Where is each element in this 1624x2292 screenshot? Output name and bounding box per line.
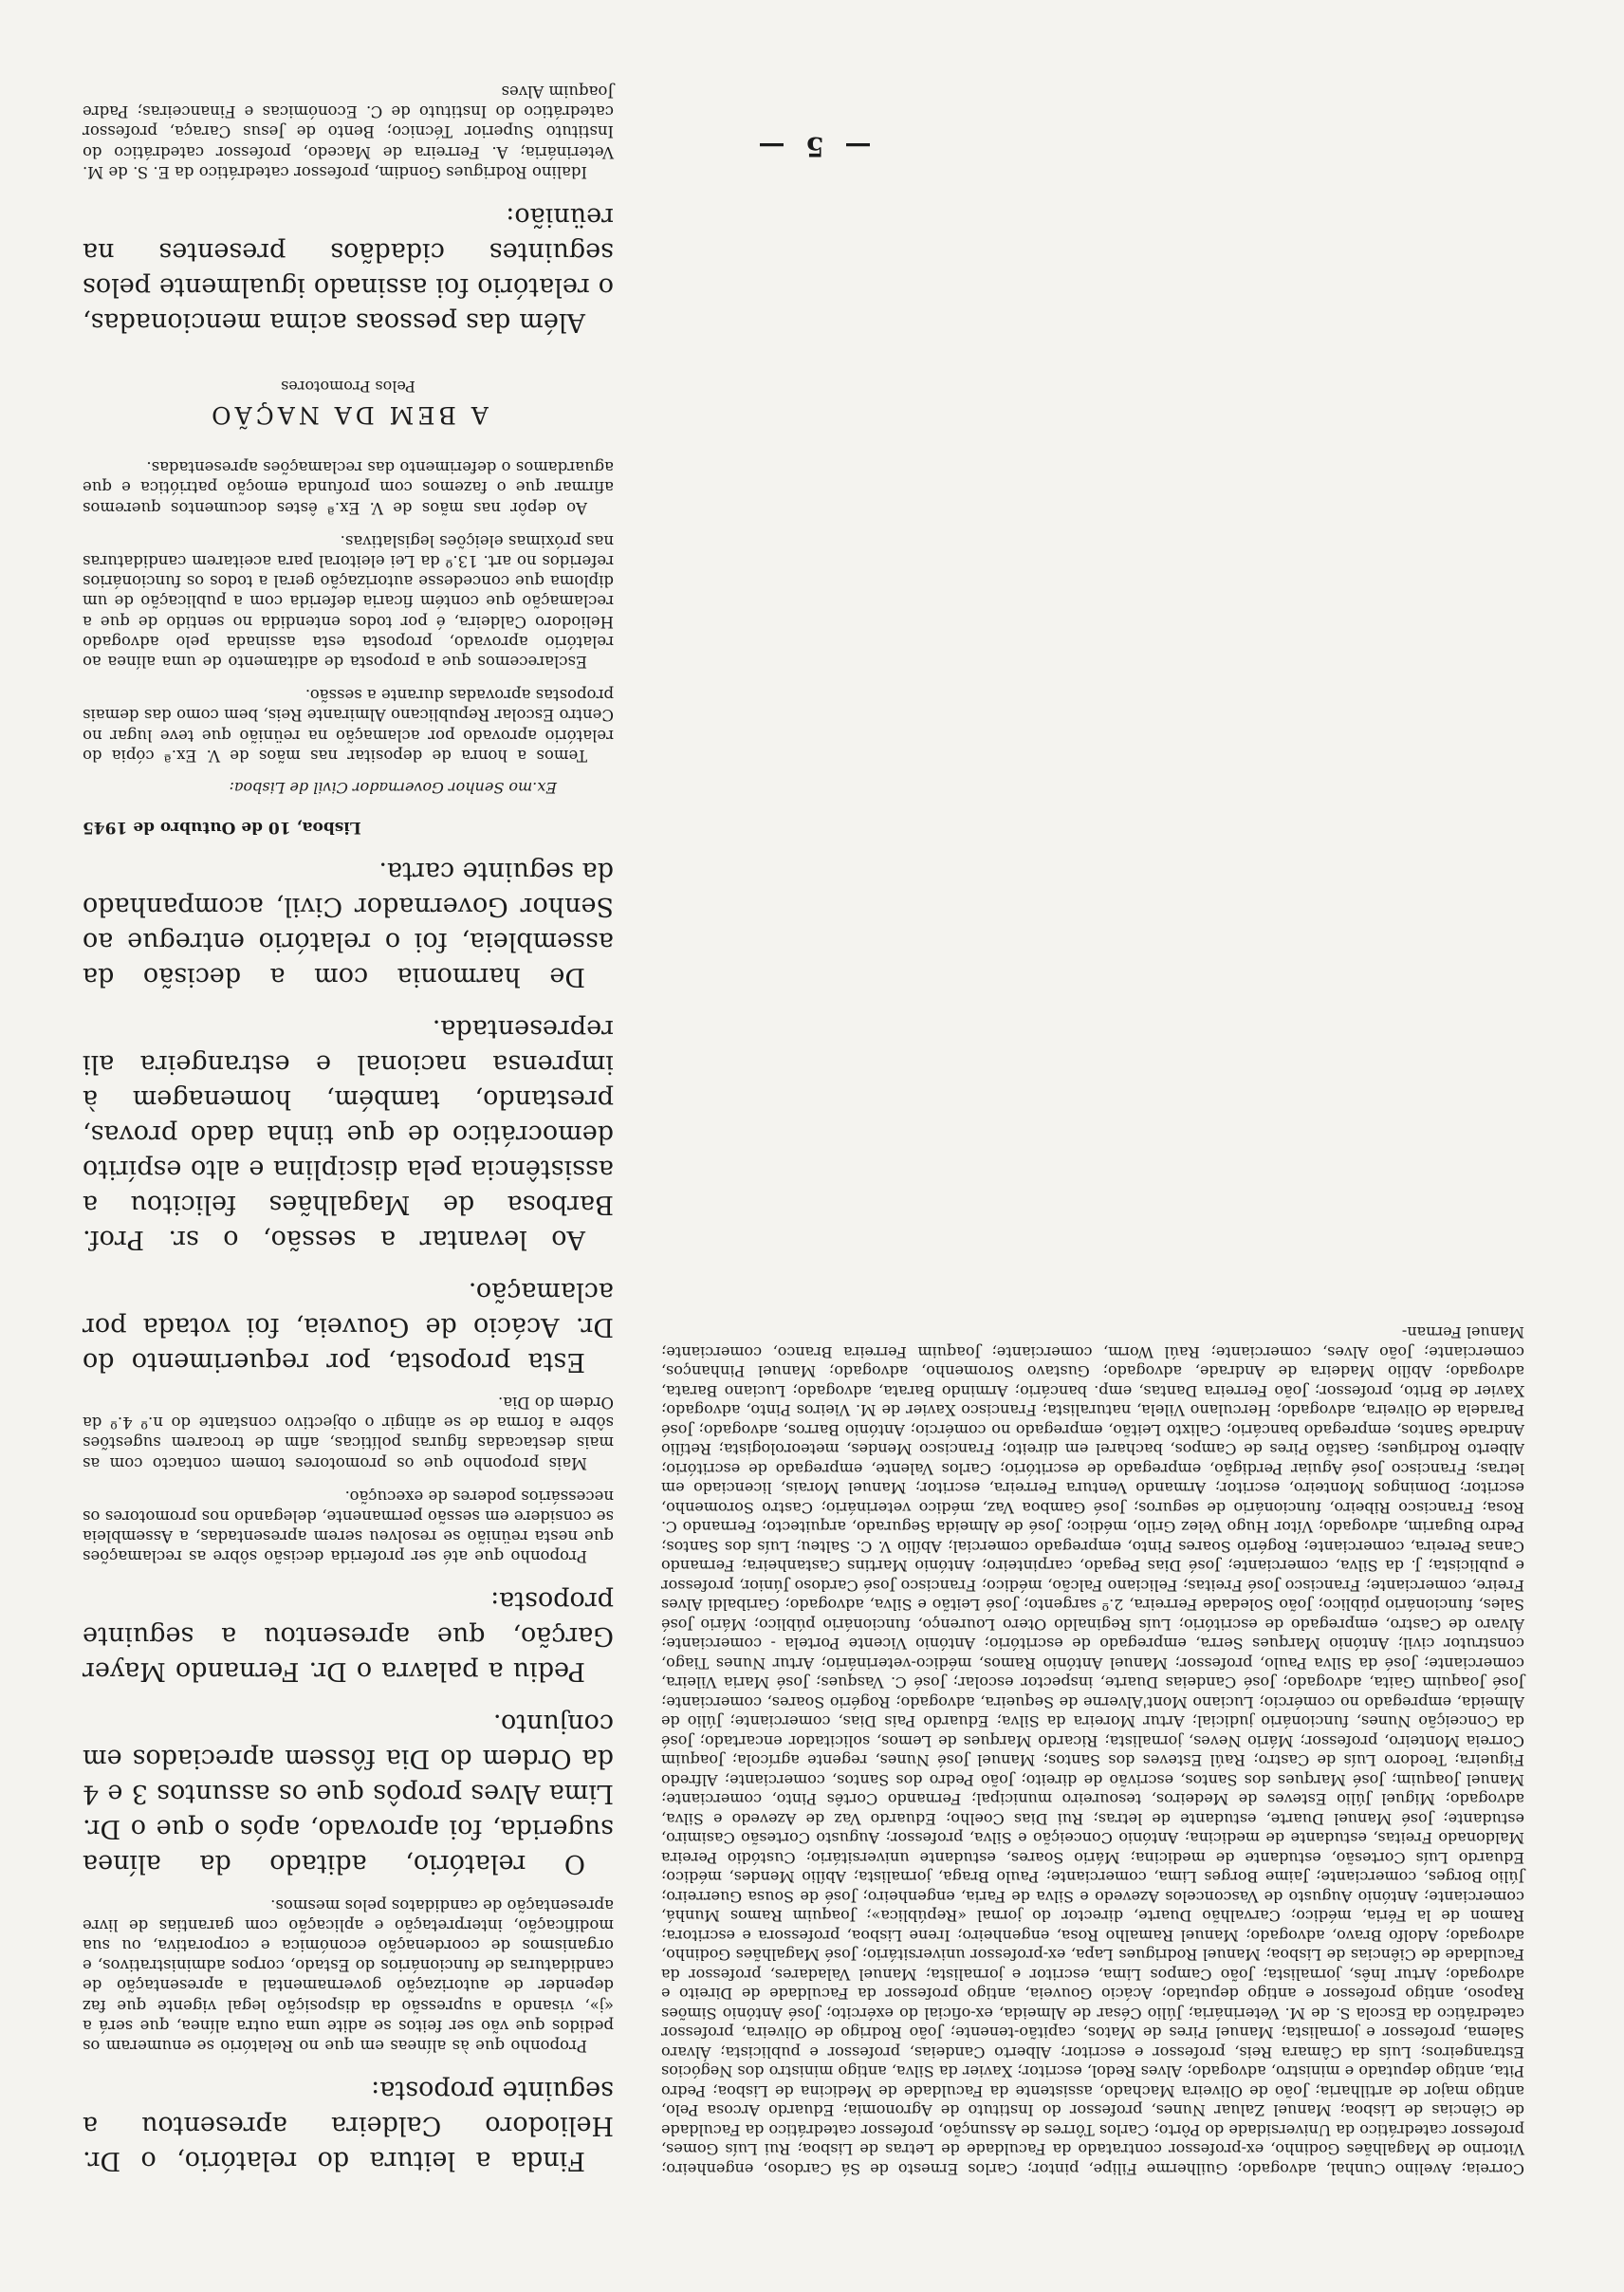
- left-column: [83, 83, 614, 2178]
- letter-paragraph: Temos a honra de depositar nas mãos de V. Ex.ª cópia do relatório aprovado por aclamação na reünião que teve lugar no Centro Escolar Republicano Almirante Reis, bem como das demais propostas aprovadas durante a sessão.: [83, 686, 614, 765]
- right-column: [661, 205, 1524, 2178]
- paragraph: De harmonia com a decisão da assembleia, foi o relatório entregue ao Senhor Governador Civil, acompanhado da seguinte carta.: [83, 856, 614, 991]
- proposal-text: Proponho que até ser proferida decisão sôbre as reclamações que nesta reünião se resolveu serem apresentadas, a Assembleia se considere em sessão permanente, delegando nos promotores os necessários poderes de execução.: [83, 1487, 614, 1566]
- page-number: — 5 —: [752, 131, 872, 162]
- paragraph: Esta proposta, por requerimento do Dr. Acácio de Gouveia, foi votada por aclamação.: [83, 1276, 614, 1377]
- proposal-text: Mais proponho que os promotores tomem contacto com as mais destacadas figuras políticas, afim de trocarem sugestões sôbre a forma de se atingir o objectivo constante do n.º 4.º da Ordem do Dia.: [83, 1393, 614, 1472]
- paragraph: Finda a leitura do relatório, o Dr. Heliodoro Caldeira apresentou a seguinte proposta:: [83, 2076, 614, 2175]
- paragraph: Ao levantar a sessão, o sr. Prof. Barbosa de Magalhães felicitou a assistência pela disciplina e alto espírito democrático de que tinha dado provas, prestando, também, homenagem à imprensa nacional e estrangeira ali representada.: [83, 1013, 614, 1254]
- paragraph: Além das pessoas acima mencionadas, o relatório foi assinado igualmente pelos seguintes cidadãos presentes na reünião:: [83, 201, 614, 337]
- letter-salutation: Ex.mo Senhor Governador Civil de Lisboa:: [229, 778, 557, 797]
- letter-paragraph: Ao depôr nas mãos de V. Ex.ª êstes documentos queremos afirmar que o fazemos com profunda emoção patriótica e que aguardamos o deferimento das reclamações apresentadas.: [83, 458, 614, 517]
- signatories-list: Correia; Avelino Cunhal, advogado; Guilherme Filipe, pintor; Carlos Ernesto de Sá Cardoso, engenheiro; Vitorino de Magalhães Godinho, ex-professor contratado da Faculdade de Letras de Lisboa; Rui Luís Gomes, professor catedrático da Universidade do Pôrto; Carlos Tôrres de Assunção, professor catedrático da Faculdade de Ciências de Lisboa; Manuel Zaluar Nunes, professor do Instituto de Agronomia; Eduardo Arcosa Pelo, antigo major de artilharia; João de Oliveira Machado, assistente da Faculdade de Medicina de Lisboa; Pedro Pita, antigo deputado e ministro, advogado; Alves Redol, escritor; Xavier da Silva, antigo ministro dos Negócios Estrangeiros; Luís da Câmara Reis, professor e escritor; Alberto Candeias, professor e publicista; Álvaro Salema, professor e jornalista; Manuel Pires de Matos, capitão-tenente; João Rodrigo de Oliveira, professor catedrático da Escola S. de M. Veterinária; Júlio César de Almeida, ex-oficial do exército; José António Simões Raposo, antigo professor e antigo deputado; Acácio Gouveia, antigo professor da Faculdade de Direito e advogado; Artur Inês, jornalista; João Campos Lima, escritor e jornalista; Manuel Valadares, professor da Faculdade de Ciências de Lisboa; Manuel Rodrigues Lapa, ex-professor universitário; José Magalhães Godinho, advogado; Adolfo Bravo, advogado; Manuel Ramalho Rosa, engenheiro; Irene Lisboa, professora e escritora; Ramon de la Féria, médico; Carvalhão Duarte, director do jornal «República»; Joaquim Ramos Munhá, comerciante; António Augusto de Vasconcelos Azevedo e Silva de Faria, engenheiro; José de Sousa Guerreiro; Júlio Borges, comerciante; Jaime Borges Lima, comerciante; Paulo Braga, jornalista; Abílio Mendes, médico; Eduardo Luís Cortesão, estudante de medicina; Mário Soares, estudante universitário; Custódio Pereira Maldonado Freitas, estudante de medicina; António Conceição e Silva, professor; Augusto Cortesão Casimiro, estudante; José Manuel Duarte, estudante de letras; Rui Dias Coelho; Eduardo Vaz de Azevedo e Silva, advogado; Miguel Júlio Esteves de Medeiros, tesoureiro municipal; Fernando Cortês Pinto, comerciante; Manuel Joaquim; José Marques dos Santos, escrivão de direito; João Pedro dos Santos, comerciante; Alfredo Figueira; Teodoro Luís de Castro; Raúl Esteves dos Santos; Manuel José Nunes, regente agrícola; Joaquim Correia Monteiro, professor; Mário Neves, jornalista; Ricardo Marques de Lemos, solicitador encartado; José da Conceição Nunes, funcionário judicial; Artur Moreira da Silva; Eduardo Pais Dias, comerciante; Júlio de Almeida, empregado no comércio; Luciano Mont'Alverne de Sequeira, advogado; Rogério Soares, comerciante; José Joaquim Gaita, advogado; José Candeias Duarte, inspector escolar; José C. Vasques; José Maria Vileira, comerciante; José da Silva Paulo, professor; Manuel António Ramos, médico-veterinário; Artur Nunes Tiago, construtor civil; António Marques Serra, empregado de escritório; António Vicente Portela - comerciante; Álvaro de Castro, empregado de escritório; Luís Reginaldo Otero Lourenço, funcionário público; Mário José Sales, funcionário público; João Soledade Ferreira, 2.º sargento; José Leitão e Silva, advogado; Garibaldi Alves Freire, comerciante; Francisco José Freitas; Feliciano Falcão, médico; Francisco José Cardoso Júnior, professor e publicista; J. da Silva, comerciante; José Dias Pegado, carpinteiro; António Martins Castanheira; Fernando Canas Pereira, comerciante; Rogério Soares Pinto, empregado comercial; Abílio V. C. Salteu; Luís dos Santos; Pedro Bugarim, advogado; Vítor Hugo Velez Grilo, médico; José de Almeida Segurado, arquitecto; Fernando C. Rosa; Francisco Ribeiro, funcionário de seguros; José Gamboa Vaz, médico veterinário; Castro Soromenho, escritor; Domingos Monteiro, escritor; Armando Ventura Ferreira, escritor; Manuel Morais, licenciado em letras; Francisco José Aguiar Perdigão, empregado de escritório; Carlos Valente, empregado de escritório; Alberto Rodrigues; Gastão Pires de Campos, bacharel em direito; Francisco Mendes, meteorologista; Retílio Andrade Santos, empregado bancário; Calixto Leitão, empregado no comércio; António Barros, advogado; José Paradela de Oliveira, advogado; Herculano Vilela, naturalista; Francisco Xavier de M. Vieiros Pinto, advogado; Xavier de Brito, professor; João Ferreira Dantas, emp. bancário; Armindo Barata, advogado; Luciano Barata, advogado; Abílio Madeira de Andrade, advogado; Gustavo Soromenho, advogado; Manuel Pinhanços, comerciante; João Alves, comerciante; Raúl Worm, comerciante; Joaquim Ferreira Branco, comerciante; Manuel Fernan-: [661, 1323, 1524, 2178]
- paragraph: O relatório, aditado da alínea sugerida, foi aprovado, após o que o Dr. Lima Alves propôs que os assuntos 3 e 4 da Ordem do Dia fôssem apreciados em conjunto.: [83, 1709, 614, 1879]
- letter-paragraph: Esclarecemos que a proposta de aditamento de uma alínea ao relatório aprovado, proposta esta assinada pelo advogado Heliodoro Caldeira, é por todos entendida no sentido de que a reclamação que contém ficaria deferida com a publicação de um diploma que concedesse autorização geral a todos os funcionários referidos no art. 13.º da Lei eleitoral para aceitarem candidaturas nas próximas eleições legislativas.: [83, 531, 614, 671]
- letter-date: Lisboa, 10 de Outubro de 1945: [83, 817, 361, 837]
- letter-closing-heading: A BEM DA NAÇÃO: [208, 400, 489, 429]
- paragraph: Pediu a palavra o Dr. Fernando Mayer Garção, que apresentou a seguinte proposta:: [83, 1586, 614, 1687]
- signatories-start: Idalino Rodrigues Gondim, professor catedrático da E. S. de M. Veterinária; A. Ferreira de Macedo, professor catedrático do Instituto Superior Técnico; Bento de Jesus Caraça, professor catedrático do Instituto de C. Económicas e Financeiras; Padre Joaquim Alves: [83, 83, 614, 181]
- letter-signature: Pelos Promotores: [281, 377, 415, 396]
- proposal-text: Proponho que às alíneas em que no Relatório se enumeram os pedidos que vão ser feitos se adite uma outra alínea, que será a «j», visando a supressão da disposição legal vigente que faz depender de autorização governamental a apresentação de candidaturas de funcionários do Estado, corpos administrativos, e organismos de coordenação económica e corporativa, ou sua modificação, interpretação e aplicação com garantias de livre apresentação de candidatos pelos mesmos.: [83, 1895, 614, 2055]
